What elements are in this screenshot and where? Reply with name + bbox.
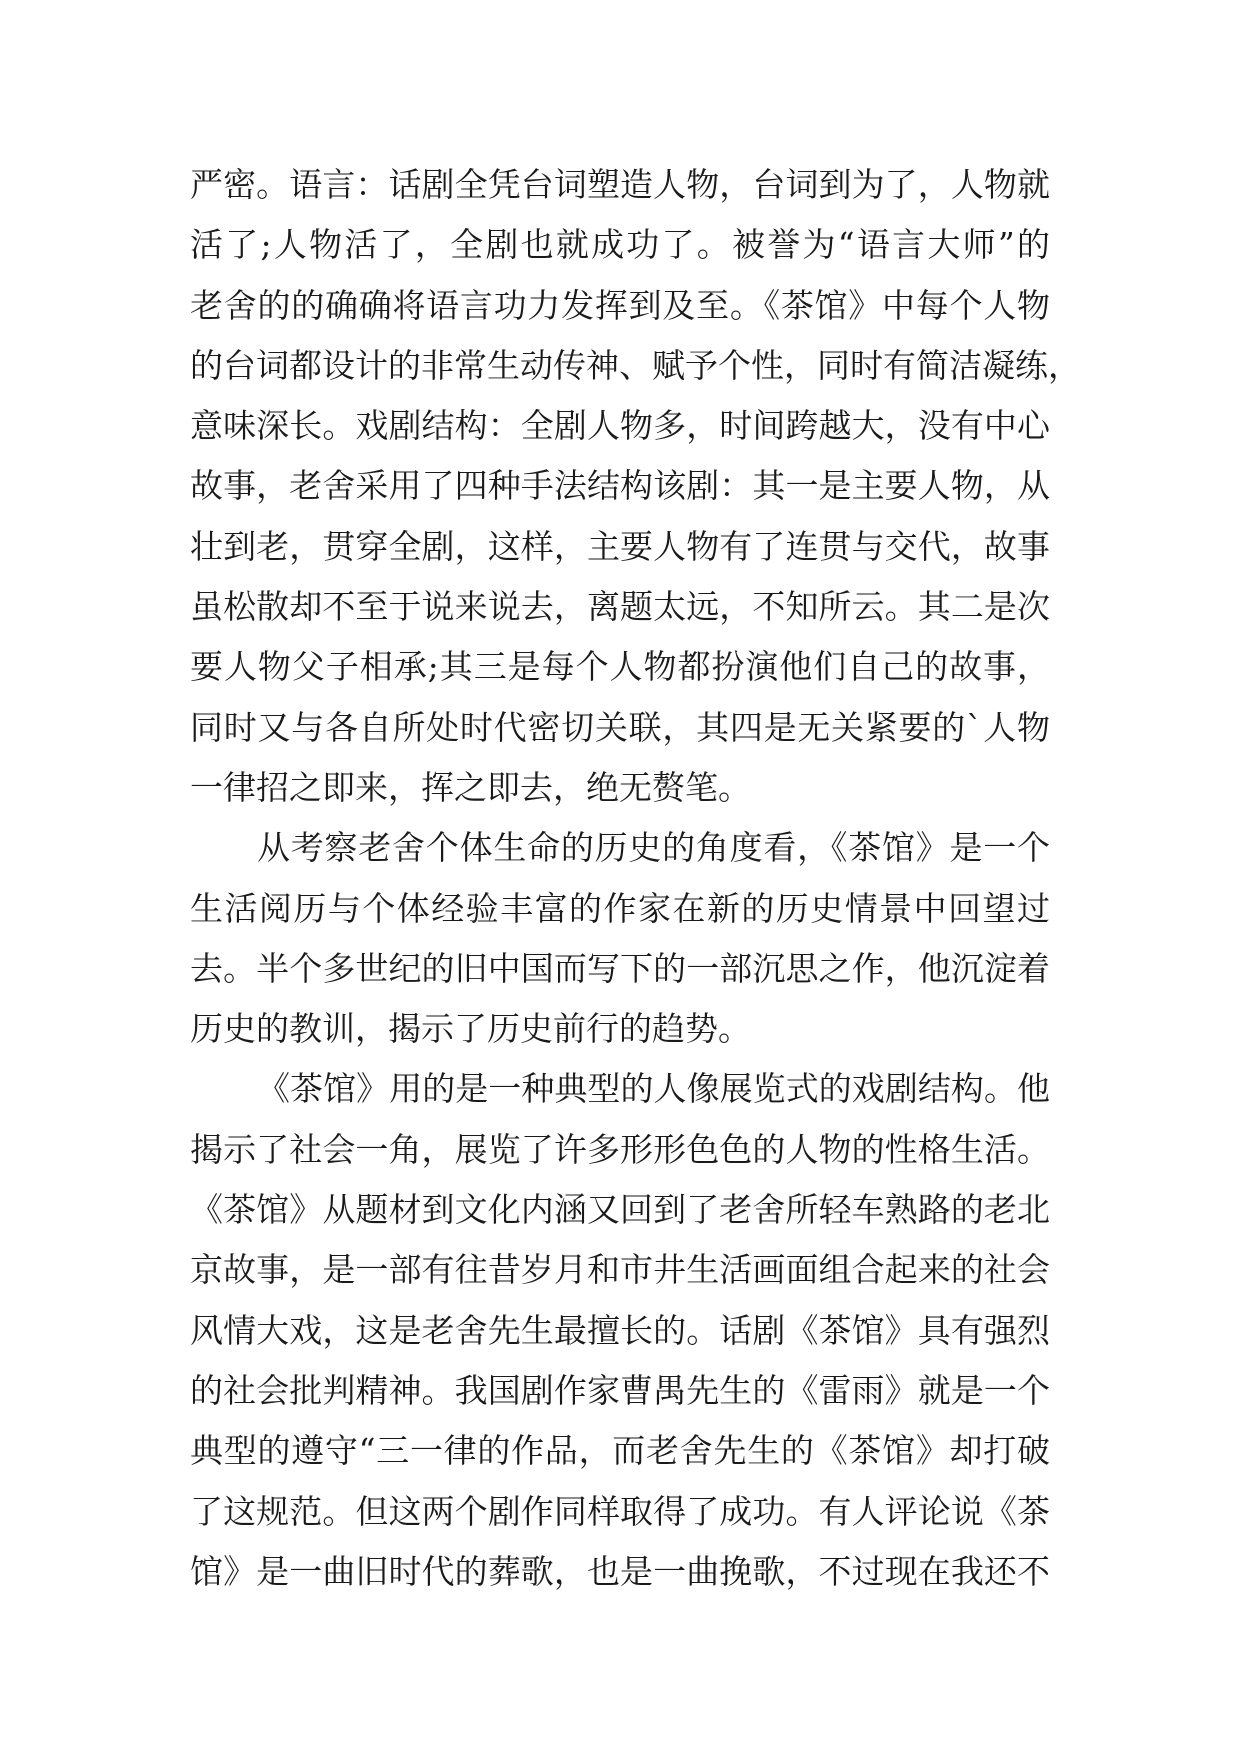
text-line: 活了;人物活了，全剧也就成功了。被誉为“语言大师”的: [190, 225, 1050, 265]
text-line: 去。半个多世纪的旧中国而写下的一部沉思之作，他沉淀着: [190, 948, 1050, 988]
text-line: 典型的遵守“三一律的作品，而老舍先生的《茶馆》却打破: [190, 1431, 1050, 1471]
text-line: 意味深长。戏剧结构：全剧人物多，时间跨越大，没有中心: [190, 406, 1050, 446]
text-line: 同时又与各自所处时代密切关联，其四是无关紧要的`人物: [190, 707, 1050, 747]
text-line: 的台词都设计的非常生动传神、赋予个性，同时有简洁凝练，: [190, 345, 1081, 385]
text-line: 严密。语言：话剧全凭台词塑造人物，台词到为了，人物就: [190, 165, 1050, 204]
text-line: 京故事，是一部有往昔岁月和市井生活画面组合起来的社会: [190, 1250, 1050, 1290]
paragraph-first-line: 从考察老舍个体生命的历史的角度看，《茶馆》是一个: [257, 828, 1050, 868]
text-line: 的社会批判精神。我国剧作家曹禺先生的《雷雨》就是一个: [190, 1370, 1050, 1410]
text-line: 壮到老，贯穿全剧，这样，主要人物有了连贯与交代，故事: [190, 526, 1050, 566]
body-text: [190, 155, 1081, 1602]
text-line: 虽松散却不至于说来说去，离题太远，不知所云。其二是次: [190, 587, 1050, 627]
text-line: 故事，老舍采用了四种手法结构该剧：其一是主要人物，从: [190, 466, 1050, 506]
text-line: 馆》是一曲旧时代的葬歌，也是一曲挽歌，不过现在我还不: [190, 1551, 1050, 1591]
text-line: 要人物父子相承;其三是每个人物都扮演他们自己的故事，: [190, 647, 1050, 687]
text-line: 揭示了社会一角，展览了许多形形色色的人物的性格生活。: [190, 1129, 1050, 1169]
text-line: 生活阅历与个体经验丰富的作家在新的历史情景中回望过: [190, 888, 1050, 928]
text-line: 老舍的的确确将语言功力发挥到及至。《茶馆》中每个人物: [190, 285, 1050, 325]
text-line: 《茶馆》从题材到文化内涵又回到了老舍所轻车熟路的老北: [190, 1190, 1050, 1230]
paragraph-first-line: 《茶馆》用的是一种典型的人像展览式的戏剧结构。他: [257, 1069, 1050, 1109]
text-line: 了这规范。但这两个剧作同样取得了成功。有人评论说《茶: [190, 1491, 1050, 1531]
text-line: 历史的教训，揭示了历史前行的趋势。: [190, 1009, 751, 1049]
text-line: 一律招之即来，挥之即去，绝无赘笔。: [190, 767, 751, 807]
text-line: 风情大戏，这是老舍先生最擅长的。话剧《茶馆》具有强烈: [190, 1310, 1050, 1350]
